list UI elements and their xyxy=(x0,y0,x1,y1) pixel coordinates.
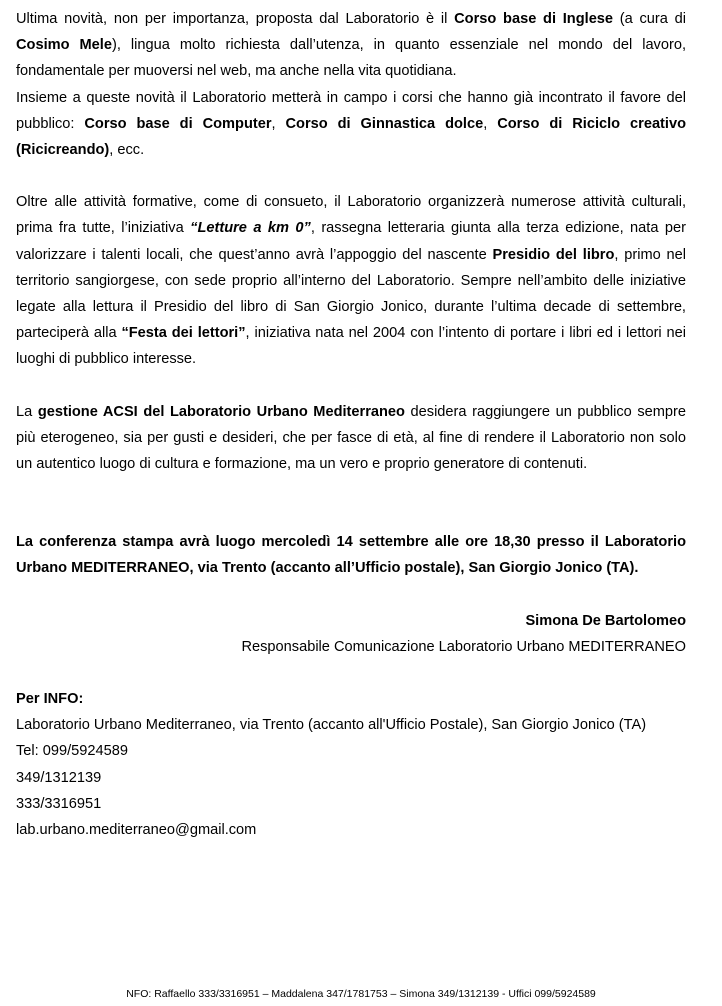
bold-run: gestione ACSI del Laboratorio Urbano Mediterraneo xyxy=(37,403,405,420)
text-run: Ultima novità, non per importanza, proposta dal Laboratorio è il xyxy=(16,11,455,27)
text-run: , xyxy=(483,115,498,132)
info-email: lab.urbano.mediterraneo@gmail.com xyxy=(16,822,257,839)
bold-run: Cosimo Mele xyxy=(16,37,112,54)
info-address: Laboratorio Urbano Mediterraneo, via Trento (accanto all'Ufficio Postale), San Giorgio Jonico (TA) xyxy=(16,717,647,734)
paragraph-english-course xyxy=(16,6,686,85)
text-run: Insieme a queste novità il Laboratorio metterà in campo i corsi che hanno già incontrato il favore del pubblico: xyxy=(16,89,686,132)
text-run: Oltre alle attività formative, come di consueto, il Laboratorio organizzerà numerose attività culturali, prima fra tutte, l’iniziativa xyxy=(16,194,686,237)
text-run: desidera raggiungere un pubblico sempre più eterogeneo, sia per gusti e desideri, che per fasce di età, al fine di rendere il Laboratorio non solo un autentico luogo di cultura e formazione, ma un vero e proprio generatore di contenuti. xyxy=(16,403,686,473)
text-run: , ecc. xyxy=(109,142,145,159)
info-heading-text: Per INFO: xyxy=(16,691,84,708)
document-body xyxy=(16,6,686,843)
info-tel: Tel: 099/5924589 xyxy=(16,743,128,760)
paragraph-press-conference xyxy=(16,529,686,581)
text-run: , xyxy=(271,115,286,132)
text-run: , primo nel territorio sangiorgese, con sede proprio all’interno del Laboratorio. Sempre nell’ambito delle iniziative legate alla lettura il Presidio del libro di San Giorgio Jonico, durante l’ultima decade di settembre, parteciperà alla xyxy=(16,246,686,342)
bold-run: “Festa dei lettori” xyxy=(121,325,246,342)
bold-run: Corso di Ginnastica dolce xyxy=(285,115,484,132)
text-run: ), lingua molto richiesta dall’utenza, in quanto essenziale nel mondo del lavoro, fondamentale per muoversi nel web, ma anche nella vita quotidiana. xyxy=(16,37,687,80)
bold-run: Corso base di Computer xyxy=(84,115,272,132)
bold-run: Corso base di Inglese xyxy=(454,11,614,27)
bold-run: Corso di Riciclo creativo (Ricicreando) xyxy=(16,115,687,159)
paragraph-cultural-activities xyxy=(16,189,686,372)
info-phone: 333/3316951 xyxy=(16,795,102,812)
text-run: (a cura di xyxy=(613,11,686,27)
paragraph-acsi-management xyxy=(16,399,686,478)
signature-name-text: Simona De Bartolomeo xyxy=(525,612,686,629)
info-phone: 349/1312139 xyxy=(16,769,102,786)
signature-role: Responsabile Comunicazione Laboratorio Urbano MEDITERRANEO xyxy=(241,638,686,655)
text-run: , rassegna letteraria giunta alla terza edizione, nata per valorizzare i talenti locali, che quest’anno avrà l’appoggio del nascente xyxy=(16,220,686,263)
bold-italic-run: “Letture a km 0” xyxy=(190,220,311,237)
text-run: La xyxy=(16,403,38,420)
info-heading xyxy=(16,686,686,712)
text-run: , iniziativa nata nel 2004 con l’intento di portare i libri ed i lettori nei luoghi di pubblico interesse. xyxy=(16,325,687,368)
paragraph-existing-courses xyxy=(16,85,686,164)
conference-text: La conferenza stampa avrà luogo mercoledì 14 settembre alle ore 18,30 presso il Laboratorio Urbano MEDITERRANEO, via Trento (accanto all’Ufficio postale), San Giorgio Jonico (TA). xyxy=(16,534,686,577)
bold-run: Presidio del libro xyxy=(492,246,615,263)
signature-name xyxy=(16,608,686,634)
page-footer: NFO: Raffaello 333/3316951 – Maddalena 347/1781753 – Simona 349/1312139 - Uffici 099/5924589 xyxy=(126,988,596,1000)
